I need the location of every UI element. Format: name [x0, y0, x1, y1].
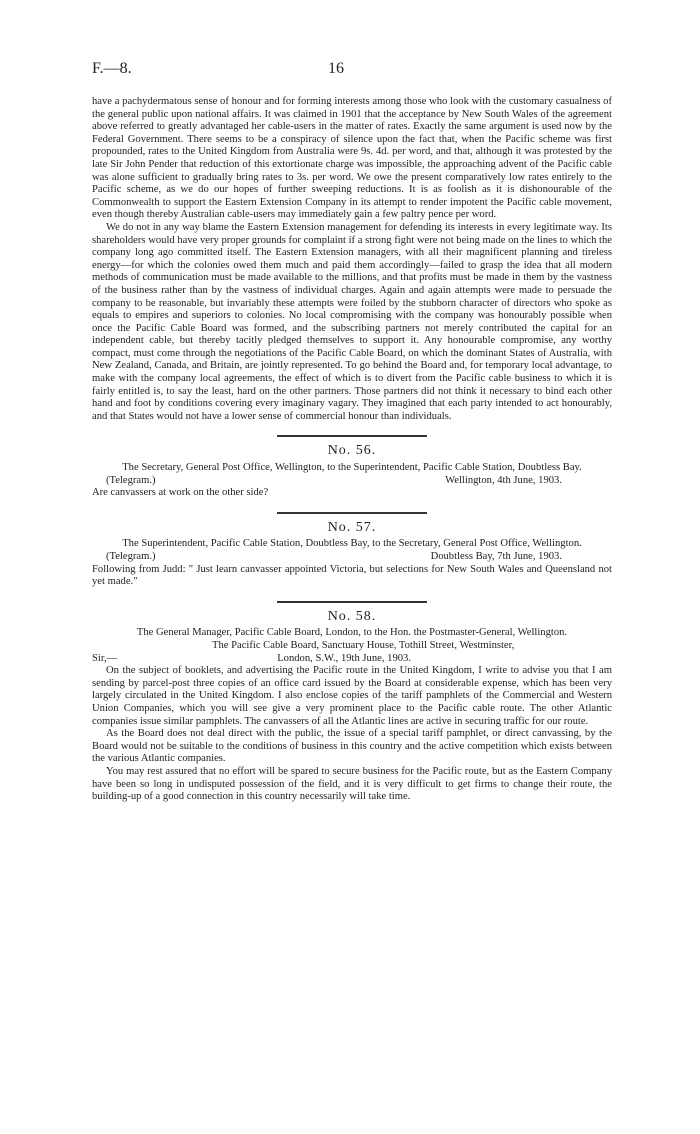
document-number: No. 57.	[327, 519, 377, 535]
page-header	[92, 60, 612, 82]
telegram-label: (Telegram.)	[106, 551, 156, 562]
paragraph: have a pachydermatous sense of honour and for forming interests among those who look with the customary casualness of the general public upon national affairs. It was claimed in 1901 that the acceptance by New South Wales of the agreement above referred to greatly advantaged her cable-users in the matter of rates. Exactly the same argument is used now by the Federal Government. There seems to be a conspiracy of silence upon the fact that, when the Pacific scheme was first propounded, rates to the United Kingdom from Australia were 9s. 4d. per word, and that, although it was protested by the late Sir John Pender that reduction of this extortionate charge was impossible, the approaching advent of the Pacific cable was alone sufficient to gradually bring rates to 3s. per word. We owe the present comparatively low rates entirely to the Pacific scheme, as we do our hopes of further sweeping reductions. It is as foolish as it is dishonourable of the Commonwealth to support the Eastern Extension Company in its attempt to render impotent the Pacific cable movement, even though thereby Australian cable-users may immediately gain a few paltry pence per word.	[92, 96, 612, 221]
paragraph: We do not in any way blame the Eastern Extension management for defending its interests in every legitimate way. Its shareholders would have very proper grounds for complaint if a strong fight were not being made on the lines to which the company long ago committed itself. The Eastern Extension managers, with all their magnificent planning and tireless energy—for which the colonies owed them much and paid them accordingly—failed to grasp the idea that all modern methods of communication must be made available to the millions, and that profits must be made in them by the vastness of the business rather than by the vastness of individual charges. Again and again attempts were made to persuade the company to be reasonable, but invariably these attempts were foiled by the stubborn character of directors who spoke as equals to empires and superiors to colonies. No local compromising with the company was honourably possible when once the Pacific Cable Board was formed, and the subscribing partners not merely contributed the capital for an independent cable, but thereby tacitly pledged themselves to support it. Any honourable compromise, any worthy compact, must come through the negotiations of the Pacific Cable Board, on which the dominant States of Australia, with New Zealand, Canada, and Britain, are jointly represented. To go behind the Board and, for temporary local advantage, to make with the company local agreements, the effect of which is to divert from the Pacific cable business to which it is fairly entitled is, to say the least, hard on the other partners. Those partners did not think it necessary to bind each other hand and foot by conditions covering every imaginary vagary. They imagined that each party intended to act honourably, and that States would not have a lower sense of commercial honour than individuals.	[92, 221, 612, 422]
section-divider	[277, 601, 427, 603]
document-heading: The Superintendent, Pacific Cable Station, Doubtless Bay, to the Secretary, General Post Office, Wellington.	[122, 538, 582, 550]
letter-paragraph: On the subject of booklets, and advertising the Pacific route in the United Kingdom, I write to advise you that I am sending by parcel-post three copies of an office card issued by the Board at considerable expense, which has been very largely circulated in the United Kingdom. I also enclose copies of the tariff pamphlets of the Commercial and Western Union Companies, which you will see give a very prominent place to the Pacific cable route. The other Atlantic companies issue similar pamphlets. The canvassers of all the Atlantic lines are active in securing traffic for our route.	[92, 665, 612, 727]
page-number: 16	[328, 60, 344, 77]
place-date: Doubtless Bay, 7th June, 1903.	[430, 551, 562, 562]
letter-paragraph: You may rest assured that no effort will be spared to secure business for the Pacific route, but as the Eastern Company have been so long in undisputed possession of the field, and it is very difficult to get firms to change their route, the building-up of a good connection in this country necessarily will take time.	[92, 765, 612, 803]
salutation-line	[92, 653, 612, 666]
section-divider	[277, 512, 427, 514]
document-code: F.—8.	[92, 60, 132, 77]
document-heading: The General Manager, Pacific Cable Board, London, to the Hon. the Postmaster-General, Wellington.	[136, 627, 568, 639]
document-heading: The Secretary, General Post Office, Wellington, to the Superintendent, Pacific Cable Station, Doubtless Bay.	[122, 462, 582, 474]
document-number: No. 58.	[327, 608, 377, 624]
telegram-label: (Telegram.)	[106, 474, 156, 486]
telegram-body: Following from Judd: " Just learn canvasser appointed Victoria, but selections for New South Wales and Queensland not yet made."	[92, 563, 612, 588]
address-date: London, S.W., 19th June, 1903.	[277, 652, 411, 664]
document-body	[92, 96, 612, 804]
salutation: Sir,—	[92, 652, 118, 664]
telegram-line	[92, 551, 612, 564]
sender-address: The Pacific Cable Board, Sanctuary House, Tothill Street, Westminster,	[212, 639, 515, 651]
letter-paragraph: As the Board does not deal direct with the public, the issue of a special tariff pamphlet, or direct canvassing, by the Board would not be suitable to the conditions of business in this country and the active competition which exists between the various Atlantic companies.	[92, 728, 612, 765]
telegram-line	[92, 475, 612, 488]
place-date: Wellington, 4th June, 1903.	[445, 474, 562, 486]
telegram-body: Are canvassers at work on the other side?	[92, 487, 269, 499]
section-divider	[277, 435, 427, 437]
document-number: No. 56.	[327, 443, 377, 459]
